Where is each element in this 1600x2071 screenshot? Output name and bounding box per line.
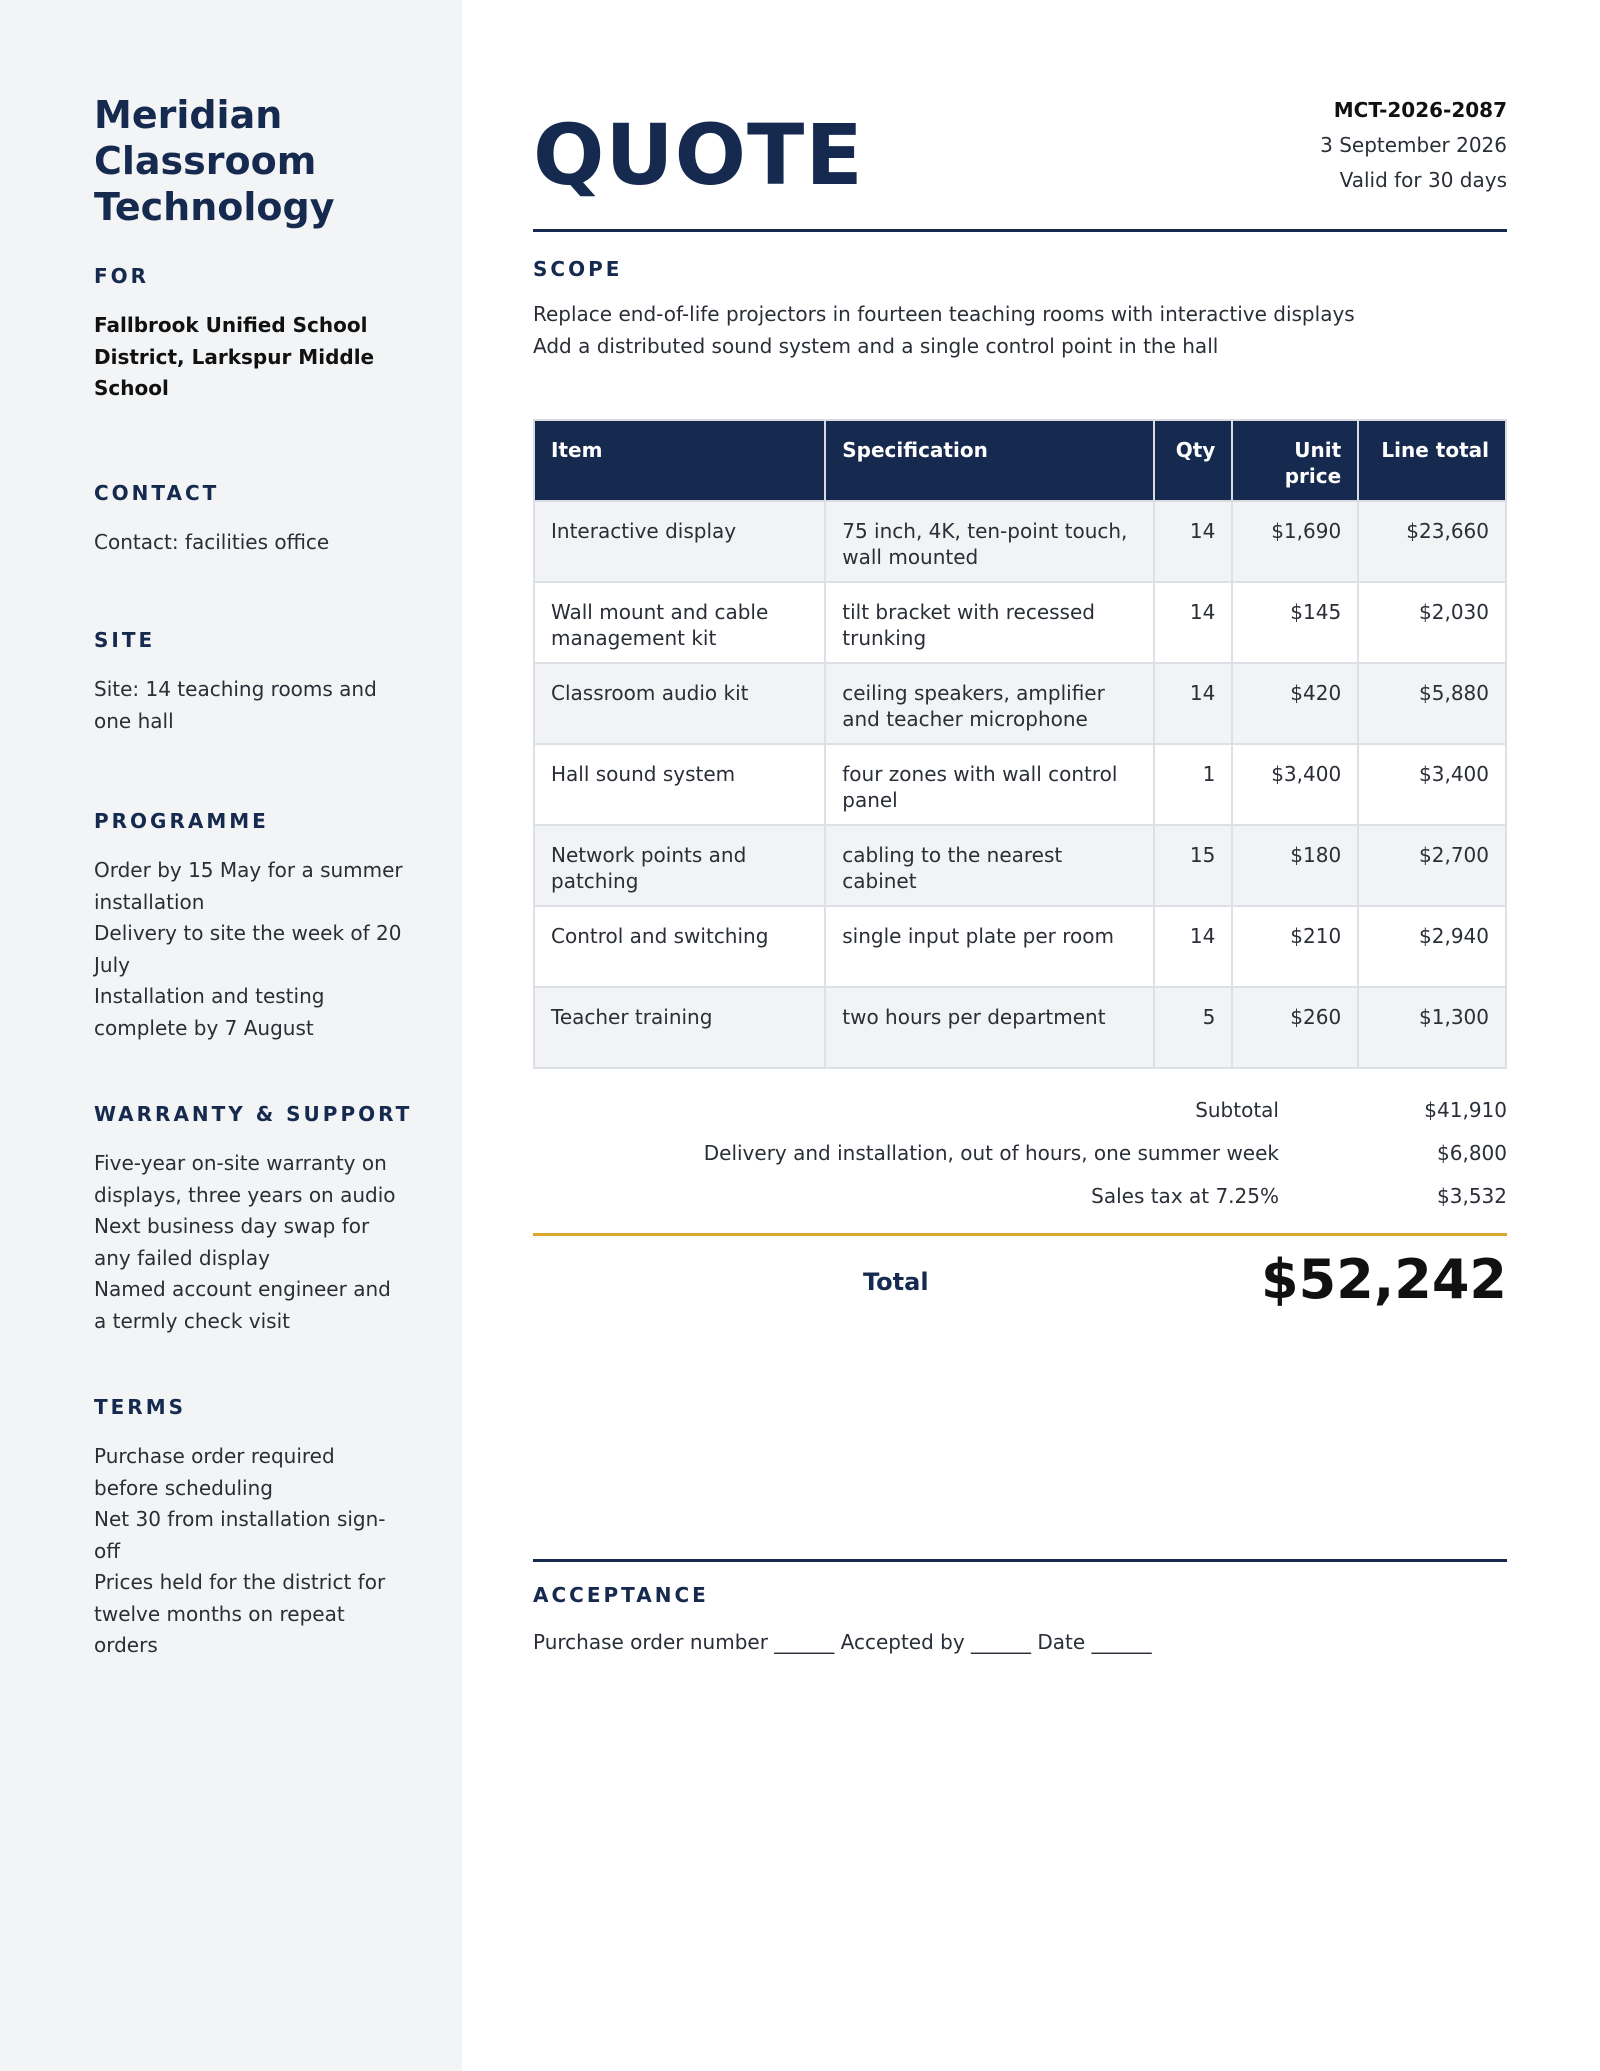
tax-label: Sales tax at 7.25%: [1091, 1184, 1279, 1208]
table-row: [534, 987, 1506, 1068]
site-body: [94, 674, 404, 737]
cell-qty: 1: [1154, 744, 1232, 825]
cell-item: Classroom audio kit: [534, 663, 825, 744]
scope-text: [533, 298, 1355, 362]
cell-spec: two hours per department: [825, 987, 1154, 1068]
table-row: [534, 744, 1506, 825]
table-row: [534, 906, 1506, 987]
for-title: FOR: [94, 264, 150, 288]
for-section: [94, 264, 462, 405]
header-line-total: Line total: [1358, 420, 1506, 501]
header-spec: Specification: [825, 420, 1154, 501]
cell-line-total: $2,700: [1358, 825, 1506, 906]
cell-item: Interactive display: [534, 501, 825, 582]
programme-line: Installation and testing complete by 7 August: [94, 984, 325, 1040]
terms-body: [94, 1441, 404, 1662]
cell-unit-price: $420: [1232, 663, 1358, 744]
cell-qty: 14: [1154, 501, 1232, 582]
subtotal-label: Subtotal: [1195, 1098, 1279, 1122]
cell-unit-price: $180: [1232, 825, 1358, 906]
cell-unit-price: $260: [1232, 987, 1358, 1068]
cell-qty: 14: [1154, 663, 1232, 744]
quote-date: 3 September 2026: [1320, 133, 1507, 157]
cell-spec: ceiling speakers, amplifier and teacher microphone: [825, 663, 1154, 744]
warranty-section: [94, 1102, 462, 1337]
header-qty: Qty: [1154, 420, 1232, 501]
cell-item: Hall sound system: [534, 744, 825, 825]
cell-qty: 14: [1154, 582, 1232, 663]
cell-unit-price: $145: [1232, 582, 1358, 663]
document-title: QUOTE: [533, 106, 864, 204]
quote-meta: [1320, 93, 1507, 198]
warranty-title: WARRANTY & SUPPORT: [94, 1102, 413, 1126]
site-section: [94, 628, 462, 737]
table-row: [534, 501, 1506, 582]
site-line: Site: 14 teaching rooms and one hall: [94, 677, 377, 733]
programme-section: [94, 809, 462, 1044]
programme-line: Order by 15 May for a summer installation: [94, 858, 403, 914]
warranty-line: Next business day swap for any failed display: [94, 1214, 370, 1270]
total-value: $52,242: [1261, 1248, 1507, 1311]
cell-spec: cabling to the nearest cabinet: [825, 825, 1154, 906]
header-unit-price: Unit price: [1232, 420, 1358, 501]
cell-line-total: $2,940: [1358, 906, 1506, 987]
warranty-line: Five-year on-site warranty on displays, three years on audio: [94, 1151, 396, 1207]
cell-line-total: $23,660: [1358, 501, 1506, 582]
cell-qty: 15: [1154, 825, 1232, 906]
table-header-row: [534, 420, 1506, 501]
contact-title: CONTACT: [94, 480, 220, 505]
acceptance-title: ACCEPTANCE: [533, 1583, 709, 1607]
programme-line: Delivery to site the week of 20 July: [94, 921, 402, 977]
terms-line: Net 30 from installation sign-off: [94, 1507, 386, 1563]
subtotal-value: $41,910: [1424, 1098, 1507, 1122]
table-row: [534, 825, 1506, 906]
cell-qty: 14: [1154, 906, 1232, 987]
programme-title: PROGRAMME: [94, 809, 269, 833]
contact-body: [94, 527, 404, 559]
terms-title: TERMS: [94, 1395, 187, 1419]
cell-unit-price: $1,690: [1232, 501, 1358, 582]
for-body: [94, 310, 404, 405]
warranty-body: [94, 1148, 404, 1337]
cell-item: Control and switching: [534, 906, 825, 987]
cell-unit-price: $210: [1232, 906, 1358, 987]
cell-item: Teacher training: [534, 987, 825, 1068]
sidebar: [0, 0, 462, 2071]
scope-line: Replace end-of-life projectors in fourteen teaching rooms with interactive displays: [533, 302, 1355, 326]
acceptance-divider: [533, 1559, 1507, 1562]
header-item: Item: [534, 420, 825, 501]
cell-spec: single input plate per room: [825, 906, 1154, 987]
cell-item: Wall mount and cable management kit: [534, 582, 825, 663]
tax-row: [533, 1184, 1507, 1214]
cell-spec: four zones with wall control panel: [825, 744, 1154, 825]
quote-validity: Valid for 30 days: [1339, 168, 1507, 192]
programme-body: [94, 855, 404, 1044]
contact-section: [94, 481, 462, 559]
terms-line: Purchase order required before scheduling: [94, 1444, 335, 1500]
table-row: [534, 582, 1506, 663]
cell-item: Network points and patching: [534, 825, 825, 906]
cell-qty: 5: [1154, 987, 1232, 1068]
contact-line: Contact: facilities office: [94, 529, 330, 554]
quote-number: MCT-2026-2087: [1333, 98, 1507, 122]
for-line: Fallbrook Unified School District, Larkspur Middle School: [94, 313, 375, 400]
total-divider: [533, 1233, 1507, 1236]
cell-unit-price: $3,400: [1232, 744, 1358, 825]
delivery-row: [533, 1141, 1507, 1171]
scope-title: SCOPE: [533, 257, 623, 281]
cell-spec: 75 inch, 4K, ten-point touch, wall mounted: [825, 501, 1154, 582]
total-label: Total: [863, 1268, 929, 1296]
line-items-table: [533, 419, 1507, 1069]
acceptance-fields: Purchase order number ______ Accepted by ______ Date ______: [533, 1630, 1152, 1654]
company-name: Meridian Classroom Technology: [94, 93, 335, 229]
tax-value: $3,532: [1437, 1184, 1507, 1208]
warranty-line: Named account engineer and a termly check visit: [94, 1277, 391, 1333]
scope-line: Add a distributed sound system and a single control point in the hall: [533, 334, 1219, 358]
terms-line: Prices held for the district for twelve months on repeat orders: [94, 1570, 386, 1657]
delivery-label: Delivery and installation, out of hours, one summer week: [703, 1141, 1279, 1165]
table-row: [534, 663, 1506, 744]
cell-line-total: $5,880: [1358, 663, 1506, 744]
subtotal-row: [533, 1098, 1507, 1128]
cell-spec: tilt bracket with recessed trunking: [825, 582, 1154, 663]
cell-line-total: $2,030: [1358, 582, 1506, 663]
site-title: SITE: [94, 628, 156, 652]
cell-line-total: $3,400: [1358, 744, 1506, 825]
delivery-value: $6,800: [1437, 1141, 1507, 1165]
header-divider: [533, 229, 1507, 232]
terms-section: [94, 1395, 462, 1662]
cell-line-total: $1,300: [1358, 987, 1506, 1068]
